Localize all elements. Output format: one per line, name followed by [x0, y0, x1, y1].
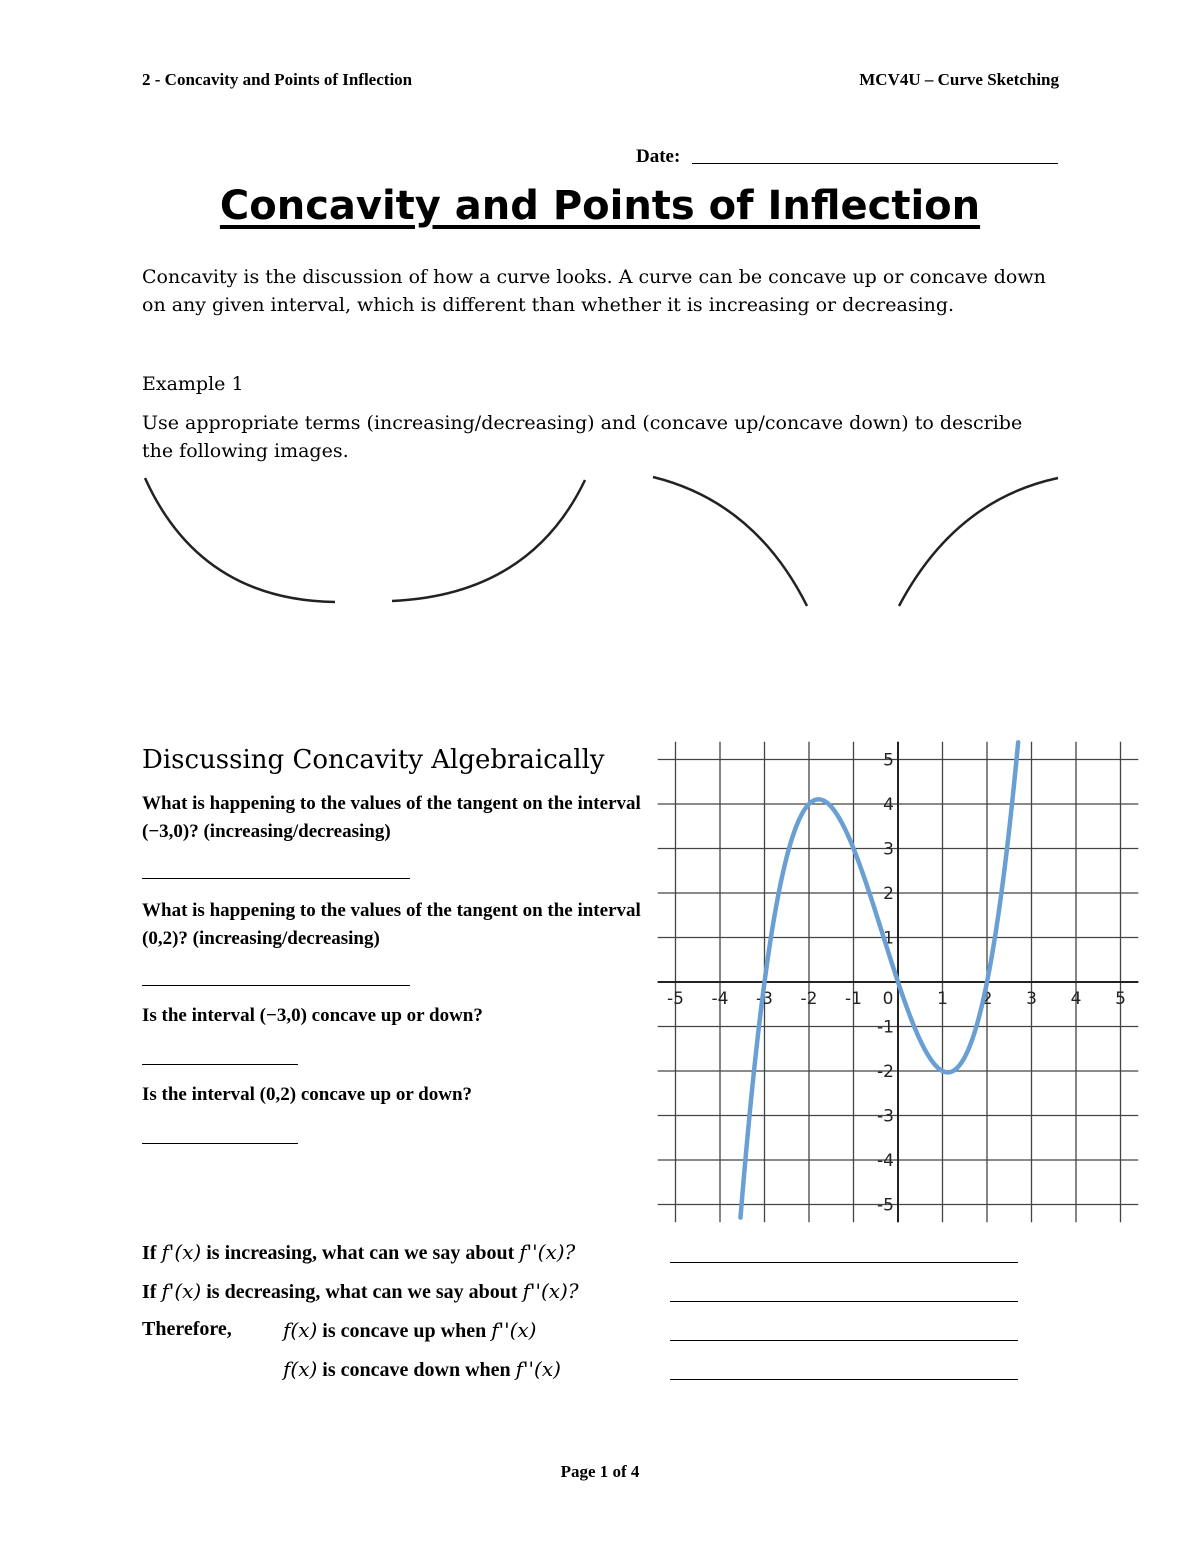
date-label: Date:: [636, 146, 681, 167]
x-tick-label: -4: [711, 989, 729, 1009]
summary-row-3: [283, 1318, 537, 1343]
curve-increasing-concave-down: [899, 478, 1058, 606]
example-instruction: Use appropriate terms (increasing/decreasing) and (concave up/concave down) to describe the following images.: [142, 412, 1023, 462]
question-2: What is happening to the values of the tangent on the interval (0,2)? (increasing/decreasing): [142, 900, 641, 949]
example-heading: Example 1: [142, 373, 244, 395]
row1-text: is increasing, what can we say about: [206, 1242, 515, 1264]
summary-row-4: [283, 1357, 561, 1382]
y-tick-label: -2: [877, 1062, 894, 1082]
question-3: Is the interval (−3,0) concave up or down?: [142, 1005, 483, 1026]
row4-text: is concave down when: [322, 1359, 511, 1381]
x-tick-label: 4: [1070, 989, 1082, 1009]
example-curves: [0, 470, 1200, 620]
summary-blank-2[interactable]: [670, 1301, 1018, 1302]
x-tick-label: 5: [1115, 989, 1126, 1009]
header-left: 2 - Concavity and Points of Inflection: [142, 70, 413, 89]
y-tick-label: -3: [877, 1106, 894, 1127]
x-tick-label: 0: [882, 989, 894, 1009]
y-tick-label: 5: [883, 750, 894, 771]
row3-f: f(x): [283, 1318, 318, 1342]
curve-increasing-concave-up: [392, 480, 585, 601]
x-tick-label: -3: [756, 989, 773, 1009]
row1-fprime: f'(x): [161, 1240, 202, 1264]
section-title: Discussing Concavity Algebraically: [142, 745, 605, 775]
page-number: Page 1 of 4: [560, 1462, 640, 1481]
therefore-label: Therefore,: [142, 1318, 232, 1340]
curve-decreasing-concave-up: [145, 478, 335, 602]
cubic-curve: [740, 742, 1018, 1217]
y-tick-label: -4: [877, 1151, 894, 1171]
x-tick-label: -2: [800, 989, 818, 1009]
question-4: Is the interval (0,2) concave up or down?: [142, 1084, 473, 1105]
y-tick-label: 3: [883, 839, 894, 860]
answer-blank-1[interactable]: [142, 878, 410, 879]
x-tick-label: 3: [1026, 989, 1037, 1009]
row3-text: is concave up when: [322, 1320, 487, 1342]
row2-fdoubleprime: f''(x)?: [522, 1279, 579, 1303]
row1-fdoubleprime: f''(x)?: [519, 1240, 576, 1264]
summary-blank-4[interactable]: [670, 1379, 1018, 1380]
x-tick-label: 1: [937, 989, 948, 1009]
intro-paragraph: Concavity is the discussion of how a curve looks. A curve can be concave up or concave down on any given interval, which is different than whether it is increasing or decreasing.: [142, 266, 1046, 316]
row3-fdoubleprime: f''(x): [491, 1318, 537, 1342]
answer-blank-4[interactable]: [142, 1143, 298, 1144]
page-title: Concavity and Points of Inflection: [219, 183, 981, 229]
y-tick-label: -1: [877, 1017, 894, 1038]
row2-prefix: If: [142, 1281, 157, 1303]
y-tick-label: 2: [883, 884, 894, 904]
date-blank[interactable]: [692, 163, 1058, 164]
row4-f: f(x): [283, 1357, 318, 1381]
y-tick-label: 1: [883, 928, 894, 949]
summary-row-2: [142, 1279, 579, 1304]
row2-fprime: f'(x): [161, 1279, 202, 1303]
answer-blank-2[interactable]: [142, 985, 410, 986]
row2-text: is decreasing, what can we say about: [206, 1281, 518, 1303]
x-tick-label: -5: [667, 989, 684, 1009]
header-right: MCV4U – Curve Sketching: [859, 70, 1059, 89]
x-tick-label: -1: [845, 989, 862, 1009]
summary-blank-3[interactable]: [670, 1340, 1018, 1341]
x-tick-label: 2: [981, 989, 993, 1009]
cubic-graph: [650, 740, 1140, 1230]
row1-prefix: If: [142, 1242, 157, 1264]
y-tick-label: 4: [883, 795, 894, 815]
y-tick-label: -5: [877, 1195, 894, 1216]
question-1: What is happening to the values of the tangent on the interval (−3,0)? (increasing/decreasing): [142, 793, 641, 842]
curve-decreasing-concave-down: [653, 477, 807, 606]
answer-blank-3[interactable]: [142, 1064, 298, 1065]
summary-blank-1[interactable]: [670, 1262, 1018, 1263]
row4-fdoubleprime: f''(x): [515, 1357, 561, 1381]
summary-row-1: [142, 1240, 575, 1265]
